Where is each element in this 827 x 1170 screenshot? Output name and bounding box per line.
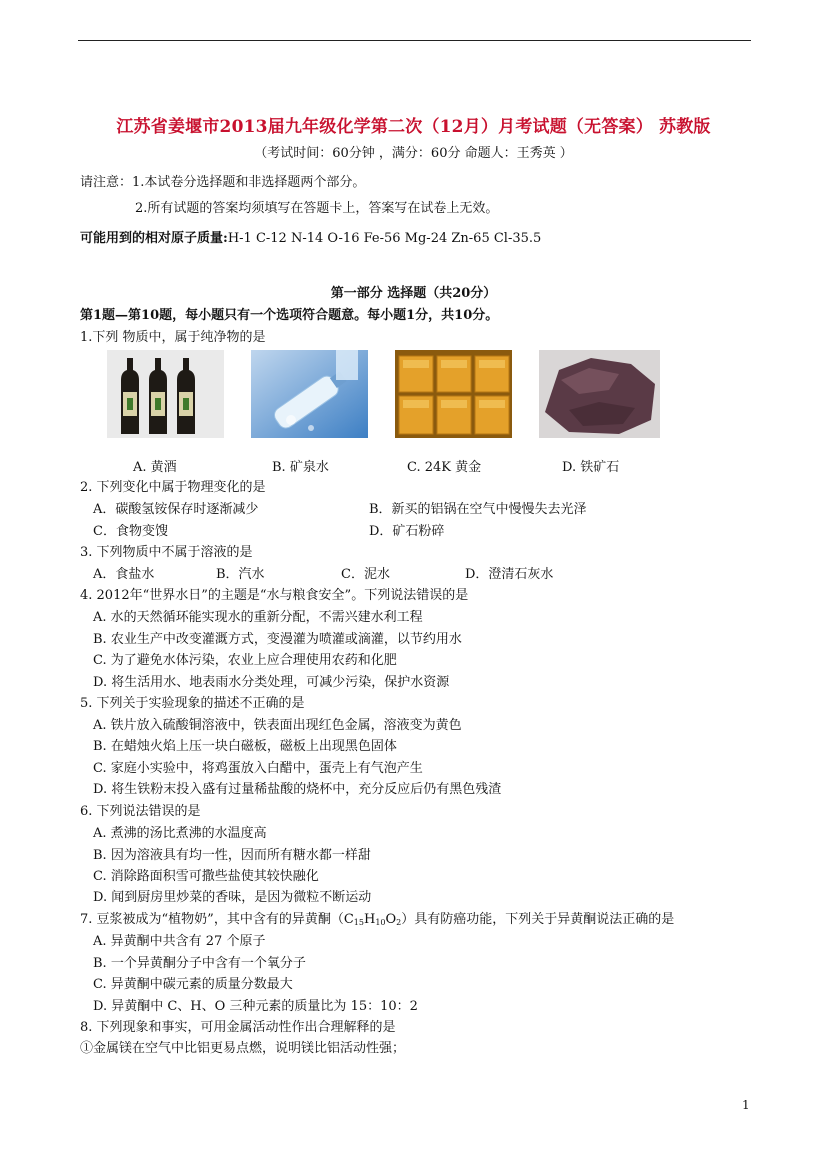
notice-1: 请注意：1.本试卷分选择题和非选择题两个部分。 — [80, 175, 366, 190]
q7-formula-o: O — [385, 912, 397, 927]
atomic-masses-label: 可能用到的相对原子质量: — [80, 231, 228, 246]
gold-bars-image — [395, 350, 512, 438]
q2-option-a: A．碳酸氢铵保存时逐渐减少 — [93, 502, 259, 517]
q1-option-c: C. 24K 黄金 — [407, 460, 482, 475]
q2-option-d: D．矿石粉碎 — [369, 524, 445, 539]
q7-option-a: A. 异黄酮中共含有 27 个原子 — [93, 934, 266, 949]
header-rule — [78, 40, 751, 41]
q3-option-b: B．汽水 — [216, 567, 265, 582]
q7-formula-h: H — [363, 912, 376, 927]
q2-option-c: C．食物变馊 — [93, 524, 168, 539]
q6-stem: 6. 下列说法错误的是 — [80, 804, 201, 819]
q5-stem: 5. 下列关于实验现象的描述不正确的是 — [80, 696, 305, 711]
q5-option-a: A. 铁片放入硫酸铜溶液中，铁表面出现红色金属，溶液变为黄色 — [93, 718, 462, 733]
q3-option-c: C．泥水 — [341, 567, 390, 582]
exam-info: （考试时间：60分钟 ，满分：60分 命题人：王秀英 ） — [254, 146, 573, 161]
atomic-masses-values: H-1 C-12 N-14 O-16 Fe-56 Mg-24 Zn-65 Cl-35.5 — [227, 231, 542, 246]
q8-stem: 8. 下列现象和事实，可用金属活动性作出合理解释的是 — [80, 1020, 396, 1035]
q3-stem: 3. 下列物质中不属于溶液的是 — [80, 545, 253, 560]
section-heading: 第一部分 选择题（共20分） — [330, 286, 497, 301]
q3-option-d: D．澄清石灰水 — [465, 567, 554, 582]
q4-option-a: A. 水的天然循环能实现水的重新分配，不需兴建水利工程 — [93, 610, 423, 625]
q7-option-d: D. 异黄酮中 C、H、O 三种元素的质量比为 15：10：2 — [93, 999, 418, 1014]
q7-stem — [80, 911, 674, 929]
q2-stem: 2. 下列变化中属于物理变化的是 — [80, 480, 266, 495]
q1-option-d: D. 铁矿石 — [562, 460, 620, 475]
q4-option-b: B. 农业生产中改变灌溉方式，变漫灌为喷灌或滴灌，以节约用水 — [93, 632, 462, 647]
q7-stem-start: 7. 豆浆被成为“植物奶”，其中含有的异黄酮（C — [80, 912, 354, 927]
q2-option-b: B．新买的铝锅在空气中慢慢失去光泽 — [369, 502, 587, 517]
q1-option-b: B. 矿泉水 — [272, 460, 329, 475]
q7-sub-o: 2 — [396, 918, 402, 927]
section-instruction: 第1题—第10题，每小题只有一个选项符合题意。每小题1分，共10分。 — [80, 308, 499, 323]
page-number: 1 — [742, 1098, 750, 1112]
q1-stem: 1.下列 物质中，属于纯净物的是 — [80, 330, 266, 345]
atomic-masses — [80, 230, 541, 248]
q6-option-a: A. 煮沸的汤比煮沸的水温度高 — [93, 826, 267, 841]
q7-sub-h: 10 — [375, 918, 386, 927]
q5-option-d: D. 将生铁粉末投入盛有过量稀盐酸的烧杯中，充分反应后仍有黑色残渣 — [93, 782, 502, 797]
mineral-water-image — [251, 350, 368, 438]
q4-stem: 4. 2012年“世界水日”的主题是“水与粮食安全”。下列说法错误的是 — [80, 588, 469, 603]
q7-option-b: B. 一个异黄酮分子中含有一个氧分子 — [93, 956, 306, 971]
q1-option-a: A. 黄酒 — [133, 460, 177, 475]
q7-option-c: C. 异黄酮中碳元素的质量分数最大 — [93, 977, 293, 992]
q8-item-1: ①金属镁在空气中比铝更易点燃，说明镁比铝活动性强； — [80, 1041, 406, 1056]
q6-option-c: C. 消除路面积雪可撒些盐使其较快融化 — [93, 869, 319, 884]
yellow-wine-image — [107, 350, 224, 438]
q7-sub-c: 15 — [353, 918, 364, 927]
q4-option-c: C. 为了避免水体污染，农业上应合理使用农药和化肥 — [93, 653, 397, 668]
q5-option-b: B. 在蜡烛火焰上压一块白磁板，磁板上出现黑色固体 — [93, 739, 397, 754]
q5-option-c: C. 家庭小实验中，将鸡蛋放入白醋中，蛋壳上有气泡产生 — [93, 761, 423, 776]
q7-stem-end: ）具有防癌功能，下列关于异黄酮说法正确的是 — [401, 912, 675, 927]
page-title: 江苏省姜堰市2013届九年级化学第二次（12月）月考试题（无答案） 苏教版 — [116, 117, 711, 137]
iron-ore-image — [539, 350, 660, 438]
notice-2: 2.所有试题的答案均须填写在答题卡上，答案写在试卷上无效。 — [135, 201, 499, 216]
q3-option-a: A．食盐水 — [93, 567, 155, 582]
q4-option-d: D. 将生活用水、地表雨水分类处理，可减少污染，保护水资源 — [93, 675, 450, 690]
q6-option-b: B. 因为溶液具有均一性，因而所有糖水都一样甜 — [93, 848, 371, 863]
q6-option-d: D. 闻到厨房里炒菜的香味，是因为微粒不断运动 — [93, 890, 372, 905]
